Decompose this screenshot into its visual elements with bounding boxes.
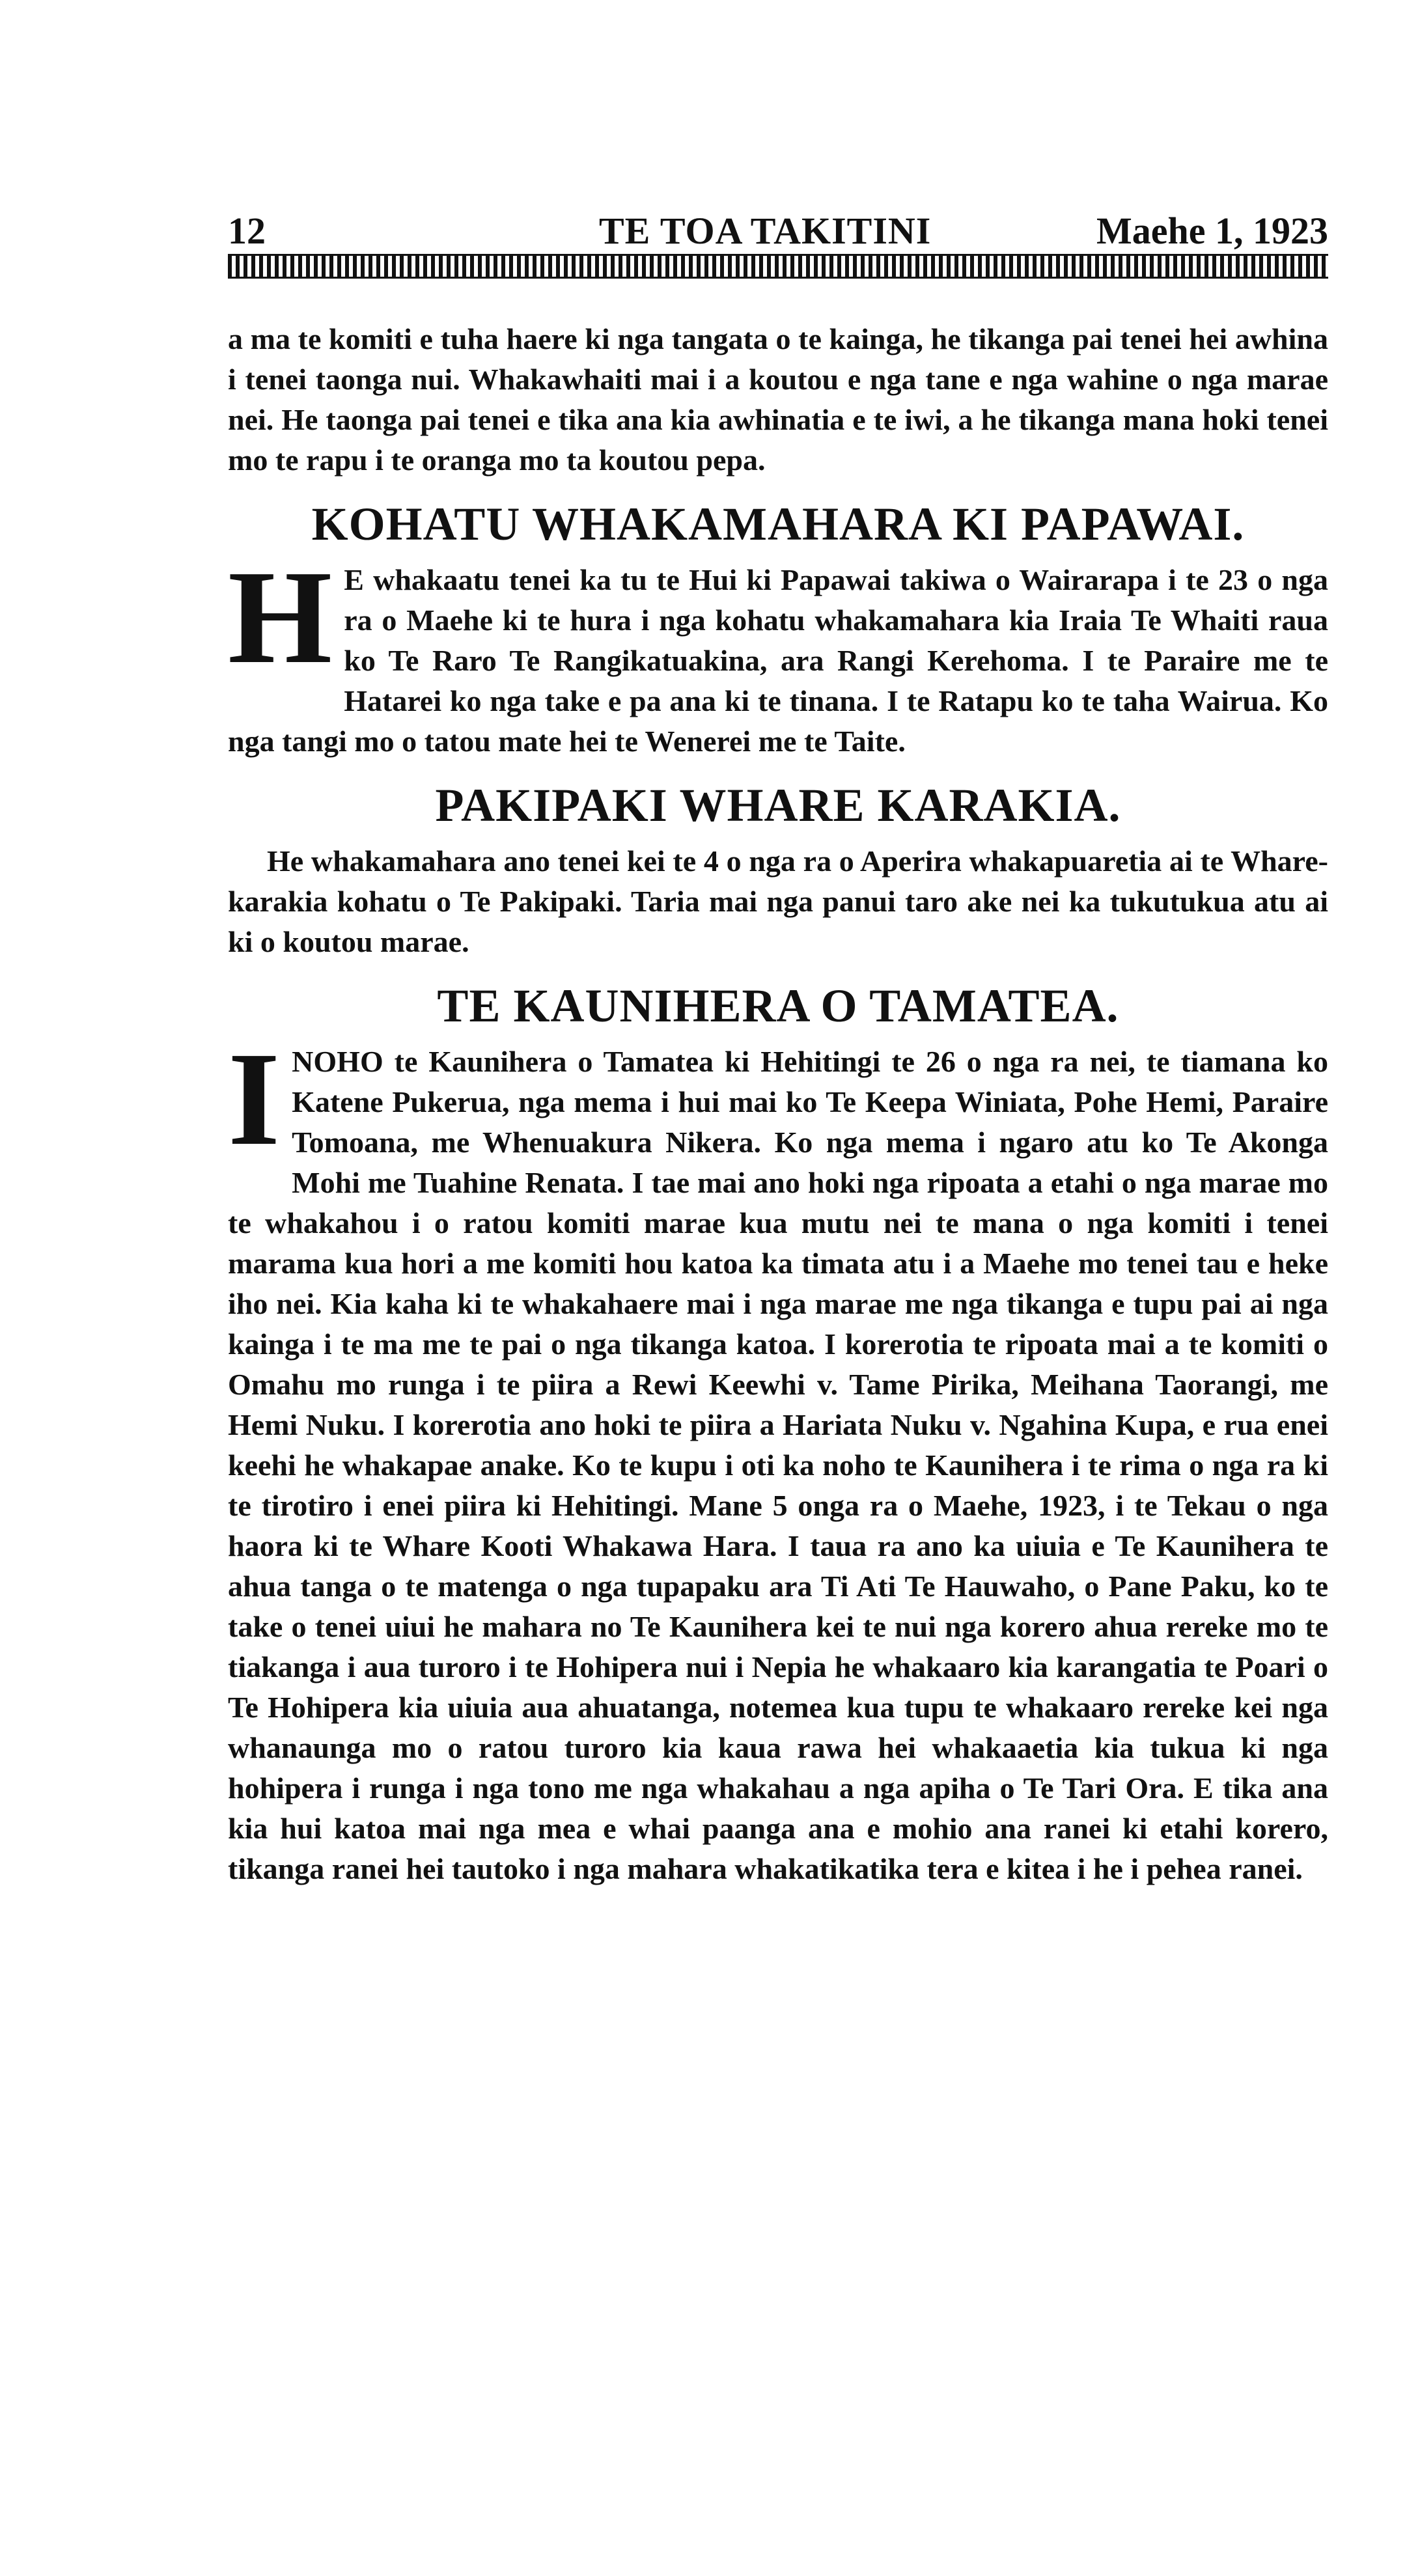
drop-cap: I bbox=[228, 1024, 281, 1173]
section-tamatea bbox=[228, 976, 1328, 1889]
section-body: H E whakaatu tenei ka tu te Hui ki Papawai takiwa o Wairarapa i te 23 o nga ra o Maehe ki te hura i nga kohatu whakamahara kia Iraia Te Whaiti raua ko Te Raro Te Rangikatuakina, ara Rangi Kerehoma. I te Paraire me te Hatarei ko nga take e pa ana ki te tinana. I te Ratapu ko te taha Wairua. Ko nga tangi mo o tatou mate hei te Wenerei me te Taite. bbox=[228, 542, 1328, 758]
section-papawai bbox=[228, 495, 1328, 762]
publication-title: TE TOA TAKITINI bbox=[599, 210, 932, 252]
section-heading: TE KAUNIHERA O TAMATEA. bbox=[437, 980, 1119, 1032]
decorative-rule bbox=[228, 254, 1328, 279]
section-heading: KOHATU WHAKAMAHARA KI PAPAWAI. bbox=[311, 498, 1245, 550]
article-column bbox=[228, 319, 1328, 1889]
section-body: INOHO te Kaunihera o Tamatea ki Hehitingi te 26 o nga ra nei, te tiamana ko Katene Pukerua, nga mema i hui mai ko Te Keepa Winiata, Pohe Hemi, Paraire Tomoana, me Whenuakura Nikera. Ko nga mema i ngaro atu ko Te Akonga Mohi me Tuahine Renata. I tae mai ano hoki nga ripoata a etahi o nga marae mo te whakahou i o ratou komiti marae kua mutu nei te mana o nga komiti i tenei marama kua hori a me komiti hou katoa ka timata atu i a Maehe mo tenei tau e heke iho nei. Kia kaha ki te whakahaere mai i nga marae me nga tikanga e tupu pai ai nga kainga i te ma me te pai o nga tikanga katoa. I korerotia te ripoata mai a te komiti o Omahu mo runga i te piira a Rewi Keewhi v. Tame Pirika, Meihana Taorangi, me Hemi Nuku. I korerotia ano hoki te piira a Hariata Nuku v. Ngahina Kupa, e rua enei keehi he whakapae anake. Ko te kupu i oti ka noho te Kaunihera i te rima o nga ra ki te tirotiro i enei piira ki Hehitingi. Mane 5 onga ra o Maehe, 1923, i te Tekau o nga haora ki te Whare Kooti Whakawa Hara. I taua ra ano ka uiuia e Te Kaunihera te ahua tanga o te matenga o nga tupapaku ara Ti Ati Te Hauwaho, o Pane Paku, ko te take o tenei uiui he mahara no Te Kaunihera kei te nui nga korero ahua rereke mo te tiakanga i aua turoro i te Hohipera nui i Nepia he whakaaro kia karangatia te Poari o Te Hohipera kia uiuia aua ahuatanga, notemea kua tupu te whakaaro rereke kei nga whanaunga mo o ratou turoro kia kaua rawa hei whakaaetia kia tukua ki nga hohipera i runga i nga tono me nga whakahau a nga apiha o Te Tari Ora. E tika ana kia hui katoa mai nga mea e whai paanga ana e mohio ana ranei ki etahi korero, tikanga ranei hei tautoko i nga mahara whakatikatika tera e kitea i he i pehea ranei. bbox=[228, 1024, 1328, 1885]
section-heading: PAKIPAKI WHARE KARAKIA. bbox=[435, 779, 1121, 831]
section-pakipaki bbox=[228, 776, 1328, 962]
intro-paragraph: a ma te komiti e tuha haere ki nga tangata o te kainga, he tikanga pai tenei hei awhina i tenei taonga nui. Whakawhaiti mai i a koutou e nga tane e nga wahine o nga marae nei. He taonga pai tenei e tika ana kia awhinatia e te iwi, a he tikanga mana hoki tenei mo te rapu i te oranga mo ta koutou pepa. bbox=[228, 322, 1328, 477]
drop-cap: H bbox=[228, 542, 333, 691]
page-number: 12 bbox=[228, 210, 266, 252]
page-header bbox=[228, 208, 1328, 254]
issue-date: Maehe 1, 1923 bbox=[1096, 210, 1328, 252]
section-body: He whakamahara ano tenei kei te 4 o nga ra o Aperira whakapuaretia ai te Whare-karakia kohatu o Te Pakipaki. Taria mai nga panui taro ake nei ka tukutukua atu ai ki o koutou marae. bbox=[228, 844, 1328, 958]
